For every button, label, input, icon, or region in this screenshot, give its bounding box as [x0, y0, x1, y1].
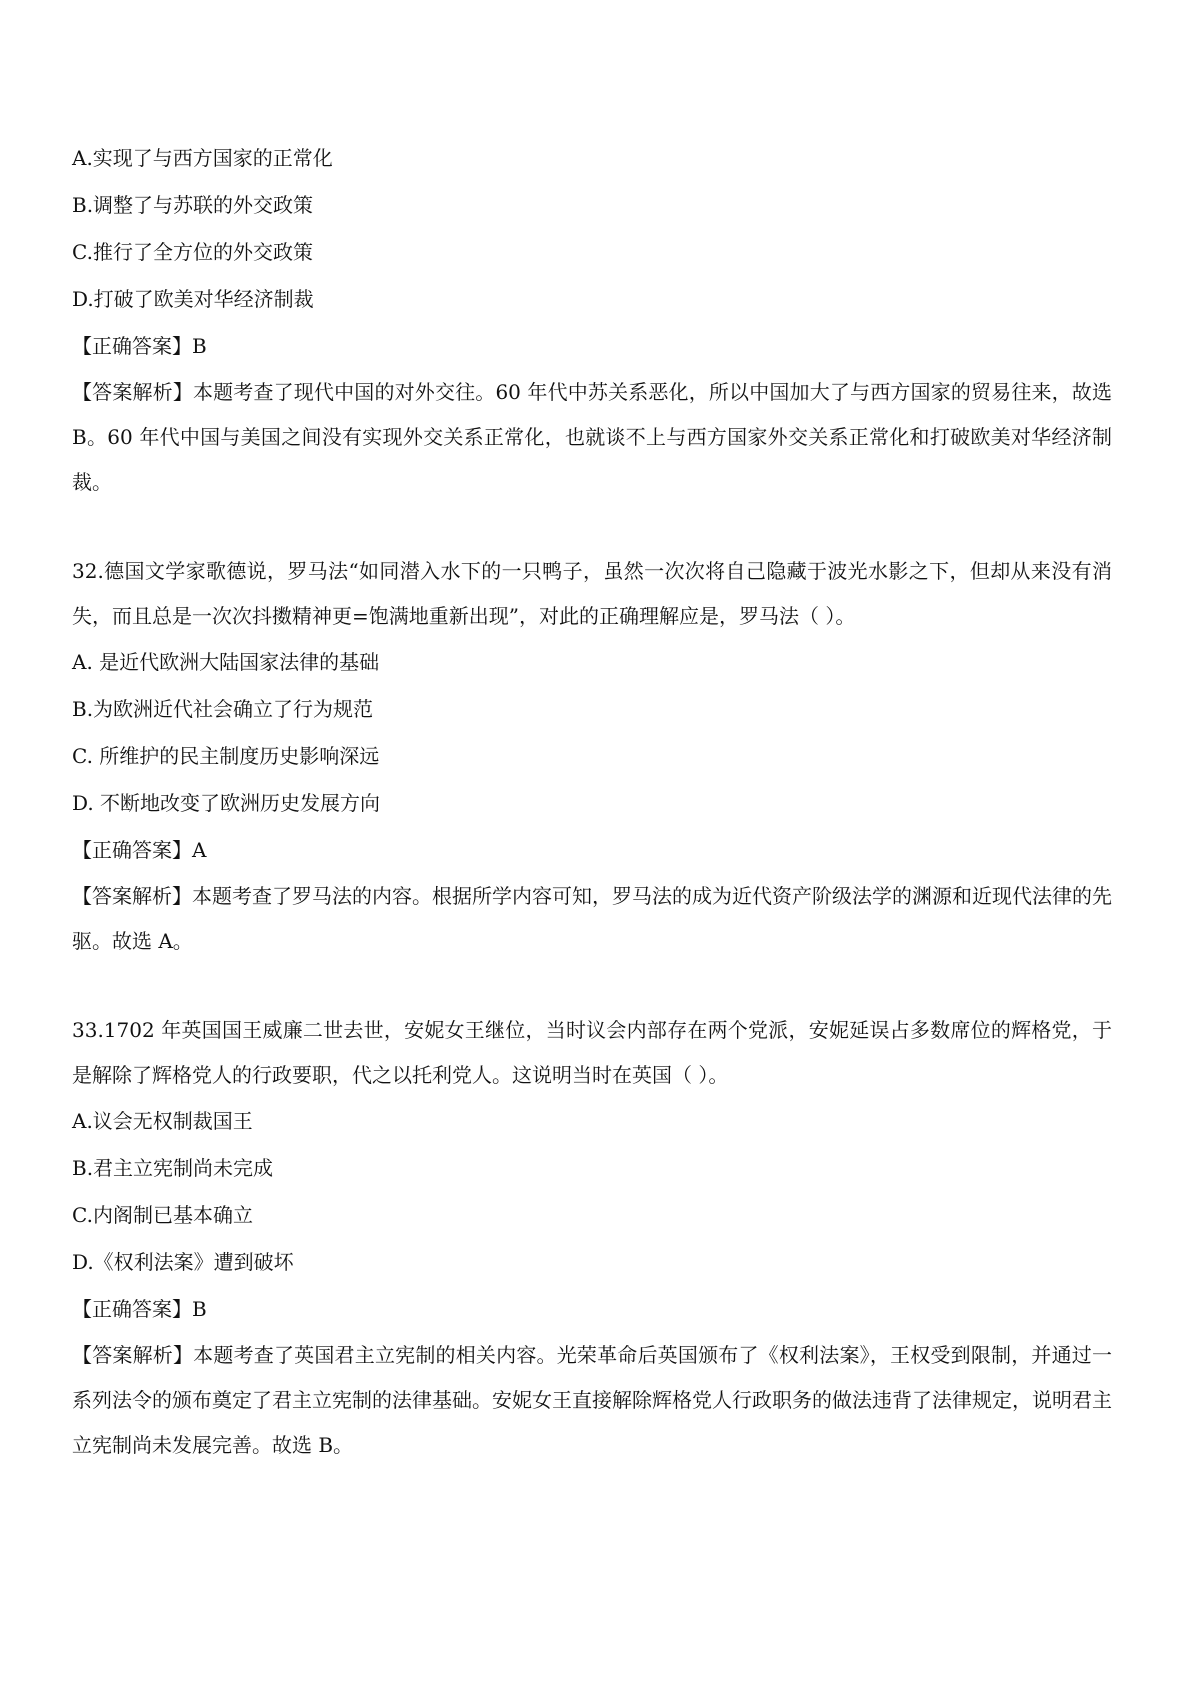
option-d: D.《权利法案》遭到破坏	[72, 1250, 294, 1274]
question-33	[72, 1008, 1112, 1468]
document-content	[72, 135, 1112, 1468]
correct-answer: 【正确答案】B	[72, 334, 207, 358]
question-stem: 33.1702 年英国国王威廉二世去世，安妮女王继位，当时议会内部存在两个党派，安妮延误占多数席位的辉格党，于是解除了辉格党人的行政要职，代之以托利党人。这说明当时在英国（ ）。	[72, 1018, 1112, 1087]
spacer	[72, 964, 1112, 1008]
correct-answer: 【正确答案】B	[72, 1297, 207, 1321]
question-31	[72, 135, 1112, 505]
option-c: C.推行了全方位的外交政策	[72, 240, 313, 264]
question-stem: 32.德国文学家歌德说，罗马法“如同潜入水下的一只鸭子，虽然一次次将自己隐藏于波光水影之下，但却从来没有消失，而且总是一次次抖擞精神更=饱满地重新出现”，对此的正确理解应是，罗马法（ ）。	[72, 559, 1112, 628]
option-c: C.内阁制已基本确立	[72, 1203, 253, 1227]
option-b: B.为欧洲近代社会确立了行为规范	[72, 697, 374, 721]
option-b: B.调整了与苏联的外交政策	[72, 193, 314, 217]
option-a: A.实现了与西方国家的正常化	[72, 146, 333, 170]
option-c: C. 所维护的民主制度历史影响深远	[72, 744, 380, 768]
option-d: D.打破了欧美对华经济制裁	[72, 287, 314, 311]
question-32	[72, 549, 1112, 964]
spacer	[72, 505, 1112, 549]
option-d: D. 不断地改变了欧洲历史发展方向	[72, 791, 381, 815]
option-a: A. 是近代欧洲大陆国家法律的基础	[72, 650, 380, 674]
option-a: A.议会无权制裁国王	[72, 1109, 253, 1133]
answer-explanation: 【答案解析】本题考查了罗马法的内容。根据所学内容可知，罗马法的成为近代资产阶级法学的渊源和近现代法律的先驱。故选 A。	[72, 884, 1112, 953]
correct-answer: 【正确答案】A	[72, 838, 207, 862]
option-b: B.君主立宪制尚未完成	[72, 1156, 274, 1180]
answer-explanation: 【答案解析】本题考查了现代中国的对外交往。60 年代中苏关系恶化，所以中国加大了与西方国家的贸易往来，故选 B。60 年代中国与美国之间没有实现外交关系正常化，也就谈不上与西方国家外交关系正常化和打破欧美对华经济制裁。	[72, 380, 1112, 494]
answer-explanation: 【答案解析】本题考查了英国君主立宪制的相关内容。光荣革命后英国颁布了《权利法案》，王权受到限制，并通过一系列法令的颁布奠定了君主立宪制的法律基础。安妮女王直接解除辉格党人行政职务的做法违背了法律规定，说明君主立宪制尚未发展完善。故选 B。	[72, 1343, 1112, 1457]
